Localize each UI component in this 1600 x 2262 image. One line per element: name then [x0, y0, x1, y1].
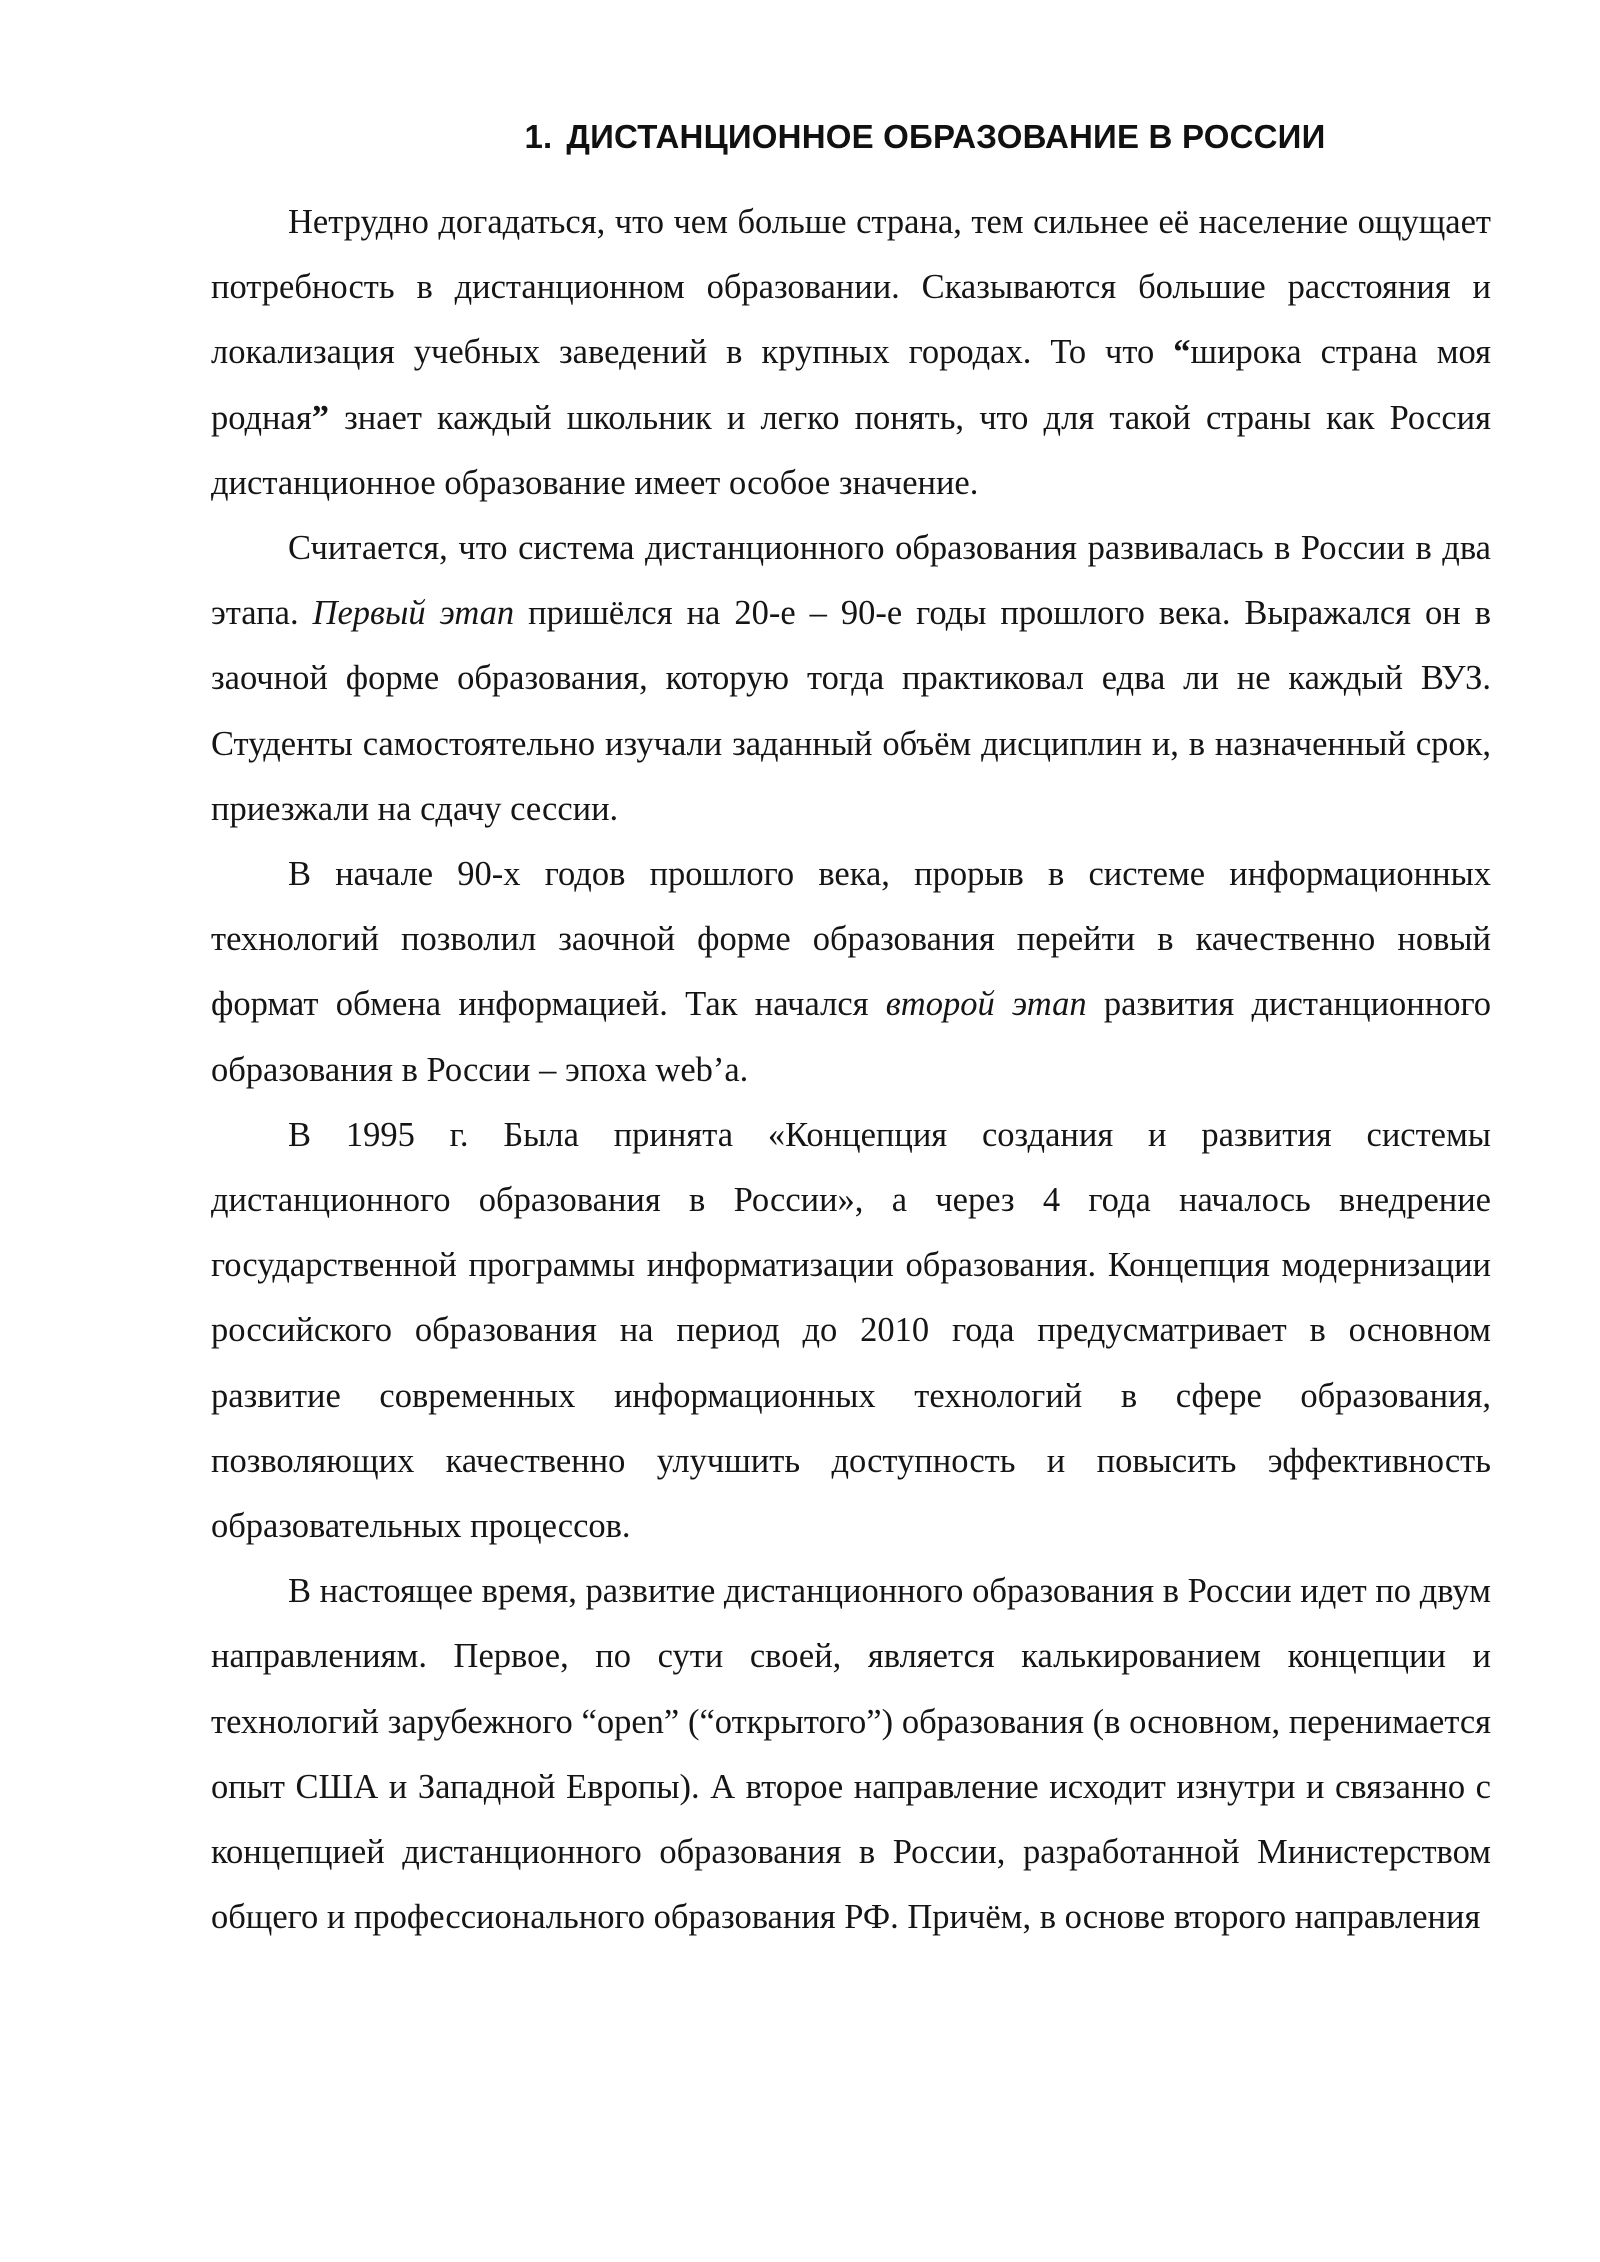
paragraph-3-text-end: развития дистанционного образования в России – эпоха web’а. — [211, 985, 1491, 1089]
paragraph-3-text-start: В начале 90-х годов прошлого века, прорыв в системе информационных технологий позволил заочной форме образования перейти в качественно новый формат обмена информацией. Так начался — [211, 855, 1491, 1024]
document-body — [211, 190, 1491, 1950]
paragraph-5: В настоящее время, развитие дистанционного образования в России идет по двум направлениям. Первое, по сути своей, является калькированием концепции и технологий зарубежного “open” (“открытого”) образования (в основном, перенимается опыт США и Западной Европы). А второе направление исходит изнутри и связанно с концепцией дистанционного образования в России, разработанной Министерством общего и профессионального образования РФ. Причём, в основе второго направления — [211, 1572, 1491, 1937]
paragraph-2-text-start: Считается, что система дистанционного образования развивалась в России в два этапа. — [211, 529, 1491, 633]
paragraph-1 — [211, 190, 1491, 516]
paragraph-2-text-end: пришёлся на 20-е – 90-е годы прошлого века. Выражался он в заочной форме образования, которую тогда практиковал едва ли не каждый ВУЗ. Студенты самостоятельно изучали заданный объём дисциплин и, в назначенный срок, приезжали на сдачу сессии. — [211, 594, 1491, 828]
section-title: ДИСТАНЦИОННОЕ ОБРАЗОВАНИЕ В РОССИИ — [566, 118, 1326, 155]
paragraph-4: В 1995 г. Была принята «Концепция создания и развития системы дистанционного образования в России», а через 4 года началось внедрение государственной программы информатизации образования. Концепция модернизации российского образования на период до 2010 года предусматривает в основном развитие современных информационных технологий в сфере образования, позволяющих качественно улучшить доступность и повысить эффективность образовательных процессов. — [211, 1115, 1491, 1546]
paragraph-3 — [211, 842, 1491, 1103]
paragraph-1-text-end: знает каждый школьник и легко понять, что для такой страны как Россия дистанционное образование имеет особое значение. — [211, 398, 1491, 502]
paragraph-2 — [211, 516, 1491, 842]
open-quote-mark: “ — [1173, 333, 1191, 372]
paragraph-1-text-start: Нетрудно догадаться, что чем больше страна, тем сильнее её население ощущает потребность в дистанционном образовании. Сказываются большие расстояния и локализация учебных заведений в крупных городах. То что — [211, 203, 1491, 372]
section-heading — [0, 118, 1600, 156]
section-number: 1. — [524, 118, 553, 155]
italic-term-second-stage: второй этап — [885, 985, 1087, 1024]
quoted-phrase: широка страна моя родная — [211, 333, 1491, 437]
close-quote-mark: ” — [311, 398, 329, 437]
italic-term-first-stage: Первый этап — [312, 594, 515, 633]
